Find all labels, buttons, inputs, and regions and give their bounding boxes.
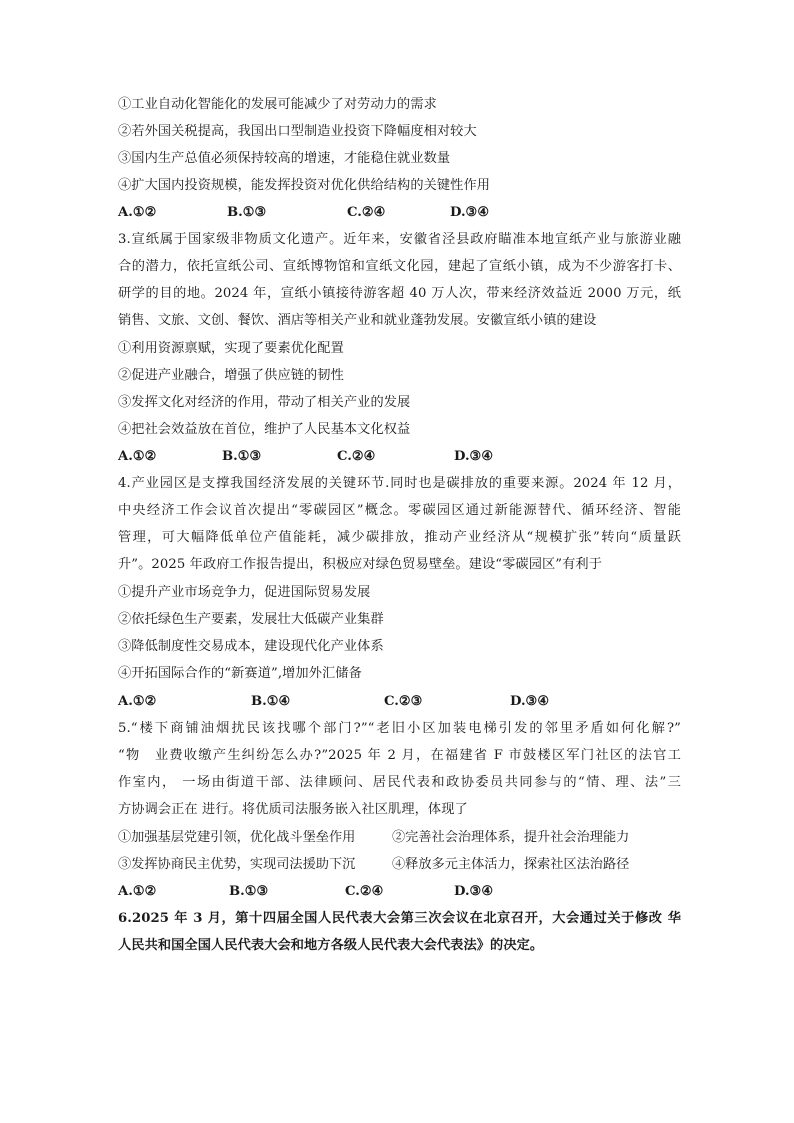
q6-stem-line-1: 6.2025 年 3 月，第十四届全国人民代表大会第三次会议在北京召开，大会通过关于修改 华 xyxy=(118,911,681,926)
q3-stem-line-3: 研学的目的地。2024 年，宣纸小镇接待游客超 40 万人次，带来经济效益近 2000 万元，纸 xyxy=(118,286,681,301)
q3-choices xyxy=(118,448,683,466)
q5-option-1: ①加强基层党建引领，优化战斗堡垒作用 xyxy=(118,830,356,845)
q5-options-row-1 xyxy=(118,829,683,847)
q2-choices xyxy=(118,204,683,222)
q3-choice-d: D.③④ xyxy=(454,449,494,464)
q4-stem-line-1: 4.产业园区是支撑我国经济发展的关键环节.同时也是碳排放的重要来源。2024 年 12 月， xyxy=(118,476,681,491)
q2-choice-a: A.①② xyxy=(118,205,157,220)
q4-choices xyxy=(118,693,683,711)
q3-option-1: ①利用资源禀赋，实现了要素优化配置 xyxy=(118,341,344,356)
q4-choice-b: B.①④ xyxy=(251,694,291,709)
q5-stem-line-1: 5.“楼下商铺油烟扰民该找哪个部门?”“老旧小区加装电梯引发的邻里矛盾如何化解?” xyxy=(118,721,681,736)
q2-option-1: ①工业自动化智能化的发展可能减少了对劳动力的需求 xyxy=(118,97,437,112)
q4-option-3: ③降低制度性交易成本，建设现代化产业体系 xyxy=(118,639,384,654)
q3-option-4: ④把社会效益放在首位，维护了人民基本文化权益 xyxy=(118,422,411,437)
q5-stem-line-2: “物 业费收缴产生纠纷怎么办?”2025 年 2 月，在福建省 F 市鼓楼区军门社区的法官工 xyxy=(118,748,681,763)
q6-stem-line-2: 人民共和国全国人民代表大会和地方各级人民代表大会代表法》的决定。 xyxy=(118,938,544,953)
q5-choices xyxy=(118,883,683,901)
q3-stem-line-2: 合的潜力，依托宣纸公司、宣纸博物馆和宣纸文化园，建起了宣纸小镇，成为不少游客打卡、 xyxy=(118,259,681,274)
q4-stem-line-4: 升”。2025 年政府工作报告提出，积极应对绿色贸易壁垒。建设“零碳园区”有利于 xyxy=(118,557,602,572)
q5-choice-d: D.③④ xyxy=(454,884,494,899)
q4-choice-d: D.③④ xyxy=(510,694,550,709)
q3-option-2: ②促进产业融合，增强了供应链的韧性 xyxy=(118,368,344,383)
q5-stem-line-3: 作室内， 一场由街道干部、法律顾问、居民代表和政协委员共同参与的“情、理、法”三 xyxy=(118,775,681,790)
q5-options-row-2 xyxy=(118,856,683,874)
q3-choice-a: A.①② xyxy=(118,449,157,464)
q2-choice-d: D.③④ xyxy=(450,205,490,220)
q3-option-3: ③发挥文化对经济的作用，带动了相关产业的发展 xyxy=(118,395,411,410)
q5-option-4: ④释放多元主体活力，探索社区法治路径 xyxy=(392,857,630,872)
q2-choice-c: C.②④ xyxy=(347,205,386,220)
q5-choice-a: A.①② xyxy=(118,884,157,899)
q3-stem-line-4: 销售、文旅、文创、餐饮、酒店等相关产业和就业蓬勃发展。安徽宣纸小镇的建设 xyxy=(118,313,597,328)
q4-option-4: ④开拓国际合作的“新赛道”,增加外汇储备 xyxy=(118,666,362,681)
q5-choice-c: C.②④ xyxy=(345,884,384,899)
q5-stem-line-4: 方协调会正在 进行。将优质司法服务嵌入社区肌理，体现了 xyxy=(118,802,468,817)
q4-stem-line-3: 管理，可大幅降低单位产值能耗，减少碳排放，推动产业经济从“规模扩张”转向“质量跃 xyxy=(118,530,681,545)
q2-option-2: ②若外国关税提高，我国出口型制造业投资下降幅度相对较大 xyxy=(118,124,477,139)
q4-stem-line-2: 中央经济工作会议首次提出“零碳园区”概念。零碳园区通过新能源替代、循环经济、智能 xyxy=(118,503,681,518)
q4-choice-c: C.②③ xyxy=(384,694,423,709)
q4-choice-a: A.①② xyxy=(118,694,157,709)
q4-option-2: ②依托绿色生产要素，发展壮大低碳产业集群 xyxy=(118,612,384,627)
q2-option-4: ④扩大国内投资规模，能发挥投资对优化供给结构的关键性作用 xyxy=(118,178,491,193)
q4-option-1: ①提升产业市场竞争力，促进国际贸易发展 xyxy=(118,585,371,600)
q3-choice-b: B.①③ xyxy=(222,449,262,464)
q3-stem-line-1: 3.宣纸属于国家级非物质文化遗产。近年来，安徽省泾县政府瞄准本地宣纸产业与旅游业融 xyxy=(118,232,681,247)
q3-choice-c: C.②④ xyxy=(337,449,376,464)
q2-option-3: ③国内生产总值必须保持较高的增速，才能稳住就业数量 xyxy=(118,151,451,166)
q2-choice-b: B.①③ xyxy=(227,205,267,220)
q5-option-3: ③发挥协商民主优势，实现司法援助下沉 xyxy=(118,857,356,872)
q5-option-2: ②完善社会治理体系，提升社会治理能力 xyxy=(392,830,630,845)
q5-choice-b: B.①③ xyxy=(229,884,269,899)
